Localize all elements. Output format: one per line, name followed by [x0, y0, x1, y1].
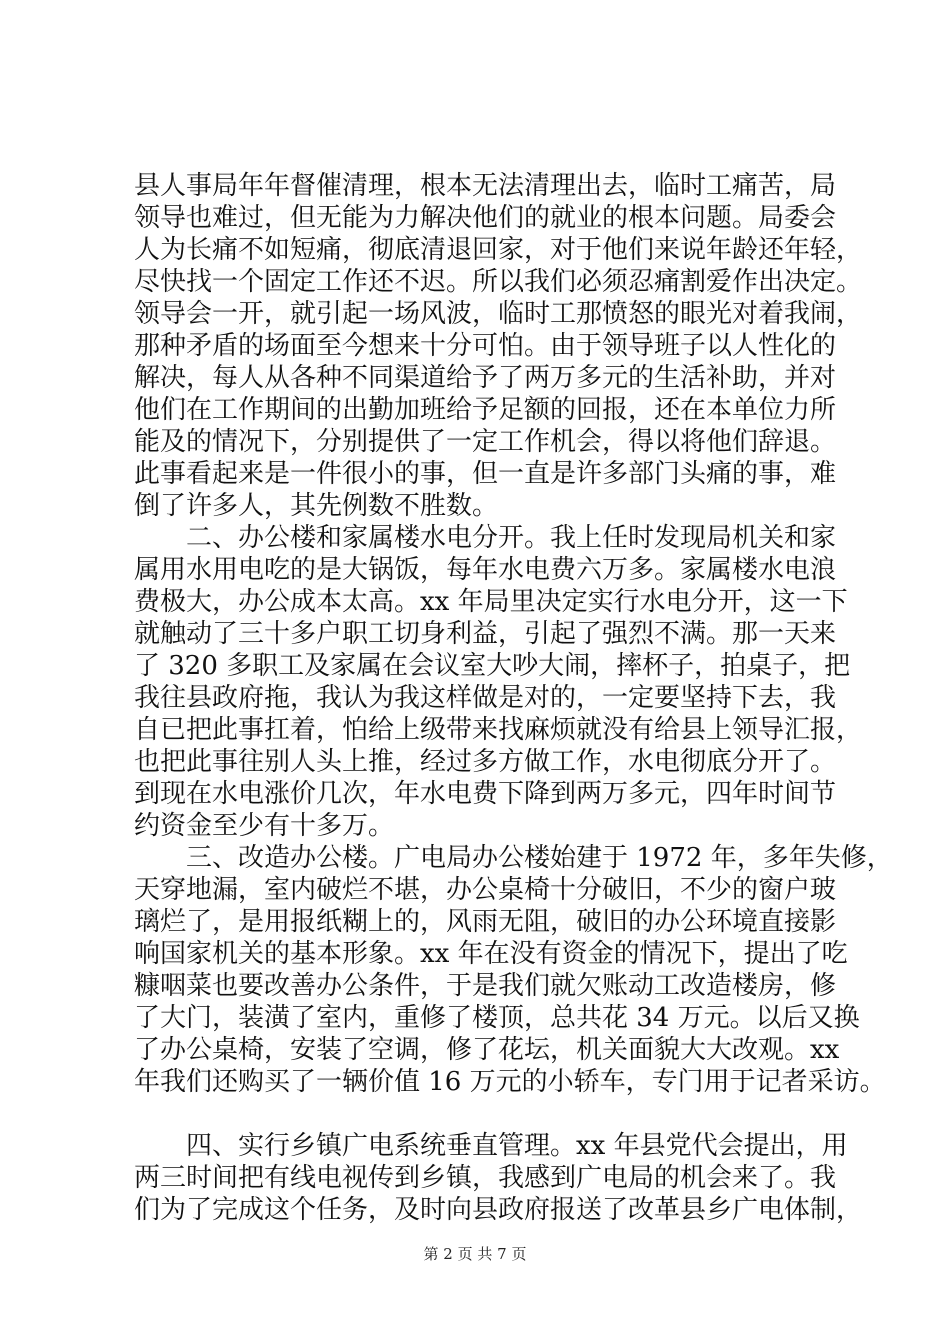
text-line: 费极大，办公成本太高。xx 年局里决定实行水电分开，这一下 — [134, 587, 848, 617]
text-line: 也把此事往别人头上推，经过多方做工作，水电彻底分开了。 — [134, 747, 837, 777]
text-line: 了大门，装潢了室内，重修了楼顶，总共花 34 万元。以后又换 — [134, 1003, 860, 1033]
text-line: 糠咽菜也要改善办公条件，于是我们就欠账动工改造楼房，修 — [134, 971, 837, 1001]
text-line: 们为了完成这个任务，及时向县政府报送了改革县乡广电体制， — [134, 1195, 863, 1225]
text-line: 了 320 多职工及家属在会议室大吵大闹，摔杯子，拍桌子，把 — [134, 651, 851, 681]
text-line: 四、实行乡镇广电系统垂直管理。xx 年县党代会提出，用 — [134, 1131, 848, 1161]
text-line: 他们在工作期间的出勤加班给予足额的回报，还在本单位力所 — [134, 395, 837, 425]
text-line: 领导会一开，就引起一场风波，临时工那愤怒的眼光对着我闹， — [134, 299, 863, 329]
text-line: 能及的情况下，分别提供了一定工作机会，得以将他们辞退。 — [134, 427, 837, 457]
text-line: 两三时间把有线电视传到乡镇，我感到广电局的机会来了。我 — [134, 1163, 837, 1193]
text-line: 璃烂了，是用报纸糊上的，风雨无阻，破旧的办公环境直接影 — [134, 907, 837, 937]
text-line: 天穿地漏，室内破烂不堪，办公桌椅十分破旧，不少的窗户玻 — [134, 875, 837, 905]
text-line: 二、办公楼和家属楼水电分开。我上任时发现局机关和家 — [134, 523, 837, 553]
text-line: 属用水用电吃的是大锅饭，每年水电费六万多。家属楼水电浪 — [134, 555, 837, 585]
text-line: 响国家机关的基本形象。xx 年在没有资金的情况下，提出了吃 — [134, 939, 848, 969]
text-line: 就触动了三十多户职工切身利益，引起了强烈不满。那一天来 — [134, 619, 837, 649]
text-line: 县人事局年年督催清理，根本无法清理出去，临时工痛苦，局 — [134, 171, 837, 201]
page-footer: 第 2 页 共 7 页 — [423, 1245, 527, 1263]
text-line: 自已把此事扛着，怕给上级带来找麻烦就没有给县上领导汇报， — [134, 715, 863, 745]
text-line: 那种矛盾的场面至今想来十分可怕。由于领导班子以人性化的 — [134, 331, 837, 361]
text-line: 约资金至少有十多万。 — [134, 811, 395, 841]
text-line: 三、改造办公楼。广电局办公楼始建于 1972 年，多年失修， — [134, 843, 893, 873]
text-line: 人为长痛不如短痛，彻底清退回家，对于他们来说年龄还年轻， — [134, 235, 863, 265]
text-line: 我往县政府拖，我认为我这样做是对的，一定要坚持下去，我 — [134, 683, 837, 713]
text-line: 尽快找一个固定工作还不迟。所以我们必须忍痛割爱作出决定。 — [134, 267, 863, 297]
text-line: 领导也难过，但无能为力解决他们的就业的根本问题。局委会 — [134, 203, 837, 233]
text-line: 了办公桌椅，安装了空调，修了花坛，机关面貌大大改观。xx — [134, 1035, 840, 1065]
text-line: 到现在水电涨价几次，年水电费下降到两万多元，四年时间节 — [134, 779, 837, 809]
text-line: 年我们还购买了一辆价值 16 万元的小轿车，专门用于记者采访。 — [134, 1067, 886, 1097]
text-line: 解决，每人从各种不同渠道给予了两万多元的生活补助，并对 — [134, 363, 837, 393]
text-line: 倒了许多人，其先例数不胜数。 — [134, 491, 499, 521]
text-line: 此事看起来是一件很小的事，但一直是许多部门头痛的事，难 — [134, 459, 837, 489]
